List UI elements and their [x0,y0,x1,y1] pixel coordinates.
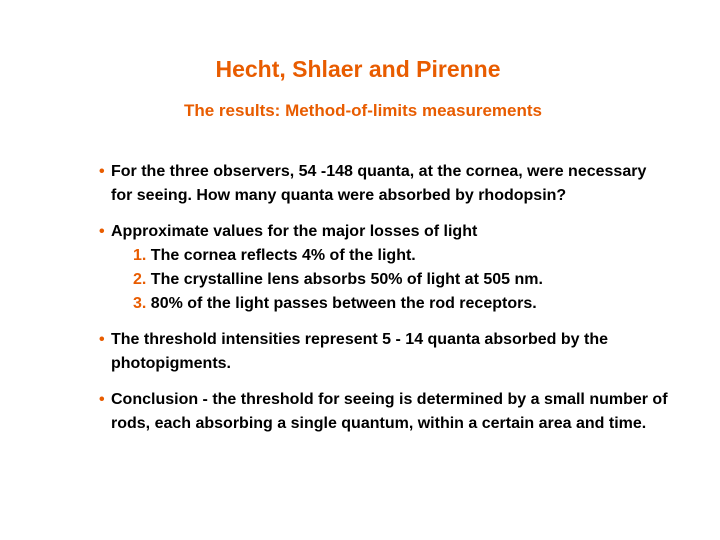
item-number: 1. [133,247,147,264]
bullet-list [99,160,671,448]
slide-subtitle: The results: Method-of-limits measurements [183,101,542,120]
bullet-item [99,388,671,436]
item-number: 3. [133,295,147,312]
item-text: 80% of the light passes between the rod receptors. [150,295,537,312]
bullet-item [99,160,671,208]
bullet-text: Conclusion - the threshold for seeing is determined by a small number of rods, each absorbing a single quantum, within a certain area and time. [111,391,668,432]
bullet-text: Approximate values for the major losses of light [111,223,478,240]
light-loss-list [111,244,671,316]
light-loss-item [133,292,671,316]
slide-title: Hecht, Shlaer and Pirenne [215,56,501,82]
item-number: 2. [133,271,147,288]
bullet-dot-icon: • [99,331,105,348]
item-text: The crystalline lens absorbs 50% of light at 505 nm. [150,271,543,288]
bullet-text: For the three observers, 54 -148 quanta, at the cornea, were necessary for seeing. How many quanta were absorbed by rhodopsin? [111,163,647,204]
bullet-dot-icon: • [99,391,105,408]
bullet-item [99,328,671,376]
bullet-dot-icon: • [99,163,105,180]
bullet-text: The threshold intensities represent 5 - 14 quanta absorbed by the photopigments. [111,331,608,372]
bullet-item [99,220,671,316]
item-text: The cornea reflects 4% of the light. [150,247,416,264]
light-loss-item [133,268,671,292]
bullet-dot-icon: • [99,223,105,240]
light-loss-item [133,244,671,268]
